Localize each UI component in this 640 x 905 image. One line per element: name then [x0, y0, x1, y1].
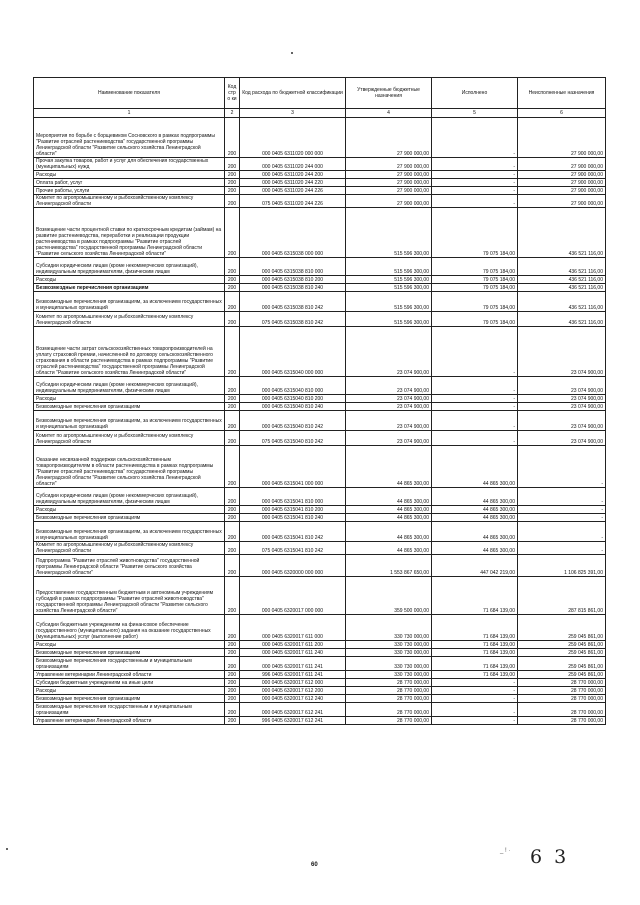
row-unexecuted: - — [518, 542, 606, 555]
row-executed: - — [432, 395, 518, 403]
row-line-code: 200 — [225, 276, 240, 284]
row-approved: 515 596 300,00 — [346, 258, 432, 276]
row-line-code: 200 — [225, 657, 240, 671]
row-name: Расходы — [34, 687, 225, 695]
row-budget-code: 000 0405 6315041 810 240 — [240, 514, 346, 522]
row-approved: 23 074 900,00 — [346, 395, 432, 403]
scan-speck — [6, 848, 8, 850]
row-unexecuted: 27 900 000,00 — [518, 171, 606, 179]
row-unexecuted: 27 900 000,00 — [518, 158, 606, 171]
row-name: Субсидии юридическим лицам (кроме некоммерческих организаций), индивидуальным предпринимателям, физическим лицам — [34, 258, 225, 276]
row-line-code: 200 — [225, 522, 240, 542]
row-executed: 71 684 139,00 — [432, 657, 518, 671]
row-line-code: 200 — [225, 187, 240, 195]
row-unexecuted: 28 770 000,00 — [518, 687, 606, 695]
sheet-stamp-number: 6 3 — [530, 846, 570, 868]
table-row — [34, 542, 606, 555]
row-executed: 71 684 139,00 — [432, 641, 518, 649]
row-name: Безвозмездные перечисления организациям, за исключением государственных и муниципальных организаций — [34, 411, 225, 431]
row-unexecuted: - — [518, 506, 606, 514]
row-executed: 79 075 184,00 — [432, 208, 518, 258]
row-line-code: 200 — [225, 395, 240, 403]
row-budget-code: 000 0405 6315038 810 242 — [240, 292, 346, 312]
row-executed: - — [432, 403, 518, 411]
row-unexecuted: 27 900 000,00 — [518, 179, 606, 187]
row-name: Оказание несвязанной поддержки сельскохозяйственным товаропроизводителям в области растениеводства в рамках подпрограммы "Развитие отраслей растениеводства" государственной программы Ленинградской области "Развитие сельского хозяйства Ленинградской области" — [34, 446, 225, 488]
row-executed: - — [432, 179, 518, 187]
row-budget-code: 075 0405 6311020 244 226 — [240, 195, 346, 208]
row-unexecuted: 28 770 000,00 — [518, 695, 606, 703]
header-indicator-name: Наименование показателя — [34, 78, 225, 109]
table-body — [34, 118, 606, 725]
row-budget-code: 000 0405 6311020 244 000 — [240, 158, 346, 171]
row-executed: 44 865 300,00 — [432, 506, 518, 514]
header-executed: Исполнено — [432, 78, 518, 109]
row-name: Расходы — [34, 395, 225, 403]
table-row — [34, 641, 606, 649]
row-name: Безвозмездные перечисления организациям — [34, 403, 225, 411]
row-approved: 330 730 000,00 — [346, 615, 432, 641]
row-budget-code: 075 0405 6315040 810 242 — [240, 431, 346, 446]
row-approved: 23 074 900,00 — [346, 327, 432, 377]
row-name: Расходы — [34, 276, 225, 284]
row-executed: 44 865 300,00 — [432, 446, 518, 488]
row-name: Управление ветеринарии Ленинградской области — [34, 717, 225, 725]
table-row — [34, 615, 606, 641]
budget-execution-table — [33, 77, 606, 725]
row-executed: - — [432, 171, 518, 179]
header-line-code: Код стро ки — [225, 78, 240, 109]
row-executed: 79 075 184,00 — [432, 312, 518, 327]
table-row — [34, 276, 606, 284]
row-name: Безвозмездные перечисления государственным и муниципальным организациям — [34, 657, 225, 671]
column-number-row — [34, 109, 606, 118]
row-line-code: 200 — [225, 717, 240, 725]
row-line-code: 200 — [225, 488, 240, 506]
row-executed: - — [432, 431, 518, 446]
row-budget-code: 000 0405 6311020 000 000 — [240, 118, 346, 158]
table-row — [34, 671, 606, 679]
row-approved: 44 865 300,00 — [346, 542, 432, 555]
column-number: 3 — [240, 109, 346, 118]
row-unexecuted: 27 900 000,00 — [518, 187, 606, 195]
row-budget-code: 000 0405 6320017 611 000 — [240, 615, 346, 641]
table-row — [34, 395, 606, 403]
row-name: Прочие работы, услуги — [34, 187, 225, 195]
row-unexecuted: 1 106 825 391,00 — [518, 555, 606, 577]
row-approved: 330 730 000,00 — [346, 641, 432, 649]
row-name: Комитет по агропромышленному и рыбохозяйственному комплексу Ленинградской области — [34, 542, 225, 555]
row-unexecuted: 28 770 000,00 — [518, 679, 606, 687]
row-name: Управление ветеринарии Ленинградской области — [34, 671, 225, 679]
row-name: Расходы — [34, 641, 225, 649]
table-row — [34, 717, 606, 725]
column-number: 5 — [432, 109, 518, 118]
row-budget-code: 000 0405 6315038 000 000 — [240, 208, 346, 258]
row-name: Безвозмездные перечисления организациям — [34, 514, 225, 522]
row-approved: 515 596 300,00 — [346, 312, 432, 327]
row-name: Безвозмездные перечисления организациям, за исключением государственных и муниципальных организаций — [34, 522, 225, 542]
row-unexecuted: 259 045 861,00 — [518, 649, 606, 657]
table-row — [34, 327, 606, 377]
table-row — [34, 195, 606, 208]
column-number: 1 — [34, 109, 225, 118]
row-budget-code: 000 0405 6315038 810 200 — [240, 276, 346, 284]
row-approved: 28 770 000,00 — [346, 695, 432, 703]
table-row — [34, 522, 606, 542]
row-budget-code: 000 0405 6311020 244 220 — [240, 179, 346, 187]
row-unexecuted: 23 074 900,00 — [518, 431, 606, 446]
row-name: Субсидии бюджетным учреждениям на финансовое обеспечение государственного (муниципального) задания на оказание государственных (муниципальных) услуг (выполнение работ) — [34, 615, 225, 641]
table-row — [34, 158, 606, 171]
row-unexecuted: 23 074 900,00 — [518, 411, 606, 431]
row-unexecuted: - — [518, 522, 606, 542]
row-name: Прочая закупка товаров, работ и услуг для обеспечения государственных (муниципальных) нужд — [34, 158, 225, 171]
row-budget-code: 000 0405 6315040 810 240 — [240, 403, 346, 411]
row-line-code: 200 — [225, 506, 240, 514]
row-unexecuted: 436 521 116,00 — [518, 258, 606, 276]
row-line-code: 200 — [225, 615, 240, 641]
row-approved: 1 553 867 650,00 — [346, 555, 432, 577]
scan-speck — [291, 52, 293, 54]
row-line-code: 200 — [225, 542, 240, 555]
row-executed: 44 865 300,00 — [432, 488, 518, 506]
row-budget-code: 000 0405 6311020 244 200 — [240, 171, 346, 179]
row-budget-code: 000 0405 6315040 810 000 — [240, 377, 346, 395]
row-budget-code: 996 0405 6320017 611 241 — [240, 671, 346, 679]
row-unexecuted: 436 521 116,00 — [518, 276, 606, 284]
row-budget-code: 000 0405 6315041 810 242 — [240, 522, 346, 542]
row-line-code: 200 — [225, 284, 240, 292]
row-budget-code: 000 0405 6311020 244 226 — [240, 187, 346, 195]
row-unexecuted: 259 045 861,00 — [518, 657, 606, 671]
row-unexecuted: 436 521 116,00 — [518, 312, 606, 327]
row-line-code: 200 — [225, 118, 240, 158]
row-name: Субсидии бюджетным учреждениям на иные цели — [34, 679, 225, 687]
header-approved: Утвержденные бюджетные назначения — [346, 78, 432, 109]
table-row — [34, 292, 606, 312]
row-executed: 79 075 184,00 — [432, 276, 518, 284]
row-line-code: 200 — [225, 446, 240, 488]
row-name: Оплата работ, услуг — [34, 179, 225, 187]
row-name: Безвозмездные перечисления государственным и муниципальным организациям — [34, 703, 225, 717]
row-name: Безвозмездные перечисления организациям — [34, 649, 225, 657]
row-approved: 515 596 300,00 — [346, 276, 432, 284]
row-executed: 79 075 184,00 — [432, 284, 518, 292]
row-approved: 27 900 000,00 — [346, 195, 432, 208]
row-approved: 27 900 000,00 — [346, 118, 432, 158]
row-executed: 44 865 300,00 — [432, 514, 518, 522]
row-unexecuted: 28 770 000,00 — [518, 717, 606, 725]
row-name: Безвозмездные перечисления организациям — [34, 284, 225, 292]
row-budget-code: 000 0405 6315040 810 242 — [240, 411, 346, 431]
row-approved: 330 730 000,00 — [346, 671, 432, 679]
report-sheet — [33, 77, 605, 725]
row-executed: 44 865 300,00 — [432, 542, 518, 555]
row-unexecuted: - — [518, 446, 606, 488]
row-unexecuted: - — [518, 514, 606, 522]
row-line-code: 200 — [225, 555, 240, 577]
row-name: Предоставление государственным бюджетным и автономным учреждениям субсидий в рамках подпрограммы "Развитие отраслей животноводства" государственной программы Ленинградской области "Развитие сельского хозяйства Ленинградской области" — [34, 577, 225, 615]
row-unexecuted: 23 074 900,00 — [518, 327, 606, 377]
row-approved: 23 074 900,00 — [346, 377, 432, 395]
row-approved: 44 865 300,00 — [346, 506, 432, 514]
row-approved: 44 865 300,00 — [346, 522, 432, 542]
row-executed: 71 684 139,00 — [432, 615, 518, 641]
row-executed: 71 684 139,00 — [432, 671, 518, 679]
table-row — [34, 488, 606, 506]
row-executed: - — [432, 187, 518, 195]
row-name: Комитет по агропромышленному и рыбохозяйственному комплексу Ленинградской области — [34, 431, 225, 446]
row-line-code: 200 — [225, 577, 240, 615]
row-budget-code: 000 0405 6315040 810 200 — [240, 395, 346, 403]
row-line-code: 200 — [225, 687, 240, 695]
row-approved: 28 770 000,00 — [346, 703, 432, 717]
row-executed: - — [432, 411, 518, 431]
row-unexecuted: 436 521 116,00 — [518, 208, 606, 258]
row-line-code: 200 — [225, 649, 240, 657]
row-approved: 23 074 900,00 — [346, 403, 432, 411]
row-unexecuted: 27 900 000,00 — [518, 118, 606, 158]
row-budget-code: 075 0405 6315041 810 242 — [240, 542, 346, 555]
row-line-code: 200 — [225, 327, 240, 377]
row-executed: - — [432, 158, 518, 171]
row-executed: - — [432, 195, 518, 208]
header-unexecuted: Неисполненные назначения — [518, 78, 606, 109]
row-budget-code: 000 0405 6320017 611 240 — [240, 649, 346, 657]
table-row — [34, 284, 606, 292]
row-unexecuted: 27 900 000,00 — [518, 195, 606, 208]
row-executed: - — [432, 703, 518, 717]
row-unexecuted: 436 521 116,00 — [518, 292, 606, 312]
column-number: 6 — [518, 109, 606, 118]
row-approved: 27 900 000,00 — [346, 171, 432, 179]
row-budget-code: 000 0405 6320017 612 200 — [240, 687, 346, 695]
row-executed: - — [432, 717, 518, 725]
row-approved: 44 865 300,00 — [346, 514, 432, 522]
table-row — [34, 506, 606, 514]
table-row — [34, 657, 606, 671]
row-line-code: 200 — [225, 641, 240, 649]
row-approved: 330 730 000,00 — [346, 657, 432, 671]
row-budget-code: 000 0405 6315038 810 240 — [240, 284, 346, 292]
row-unexecuted: 23 074 900,00 — [518, 403, 606, 411]
row-unexecuted: 23 074 900,00 — [518, 377, 606, 395]
row-name: Мероприятия по борьбе с борщевиком Сосновского в рамках подпрограммы "Развитие отраслей растениеводства" государственной программы Ленинградской области "Развитие сельского хозяйства Ленинградской области" — [34, 118, 225, 158]
row-budget-code: 000 0405 6315041 000 000 — [240, 446, 346, 488]
row-approved: 44 865 300,00 — [346, 446, 432, 488]
table-row — [34, 431, 606, 446]
row-approved: 28 770 000,00 — [346, 679, 432, 687]
row-budget-code: 000 0405 6315041 810 000 — [240, 488, 346, 506]
table-row — [34, 403, 606, 411]
row-unexecuted: - — [518, 488, 606, 506]
row-executed: - — [432, 377, 518, 395]
row-approved: 28 770 000,00 — [346, 717, 432, 725]
row-approved: 515 596 300,00 — [346, 208, 432, 258]
row-name: Возмещение части процентной ставки по краткосрочным кредитам (займам) на развитие растениеводства, переработки и реализации продукции растениеводства в рамках подпрограммы "Развитие отраслей растениеводства" государственной программы Ленинградской области "Развитие сельского хозяйства Ленинградской области" — [34, 208, 225, 258]
row-line-code: 200 — [225, 312, 240, 327]
table-row — [34, 555, 606, 577]
row-approved: 359 500 000,00 — [346, 577, 432, 615]
row-executed: - — [432, 327, 518, 377]
row-approved: 44 865 300,00 — [346, 488, 432, 506]
row-name: Возмещение части затрат сельскохозяйственных товаропроизводителей на уплату страховой премии, начисленной по договору сельскохозяйственного страхования в области растениеводства в рамках подпрограммы "Развитие отраслей растениеводства" государственной программы Ленинградской области "Развитие сельского хозяйства Ленинградской области" — [34, 327, 225, 377]
row-name: Безвозмездные перечисления организациям, за исключением государственных и муниципальных организаций — [34, 292, 225, 312]
row-approved: 23 074 900,00 — [346, 431, 432, 446]
row-name: Комитет по агропромышленному и рыбохозяйственному комплексу Ленинградской области — [34, 195, 225, 208]
row-executed: 79 075 184,00 — [432, 258, 518, 276]
row-executed: 447 042 219,00 — [432, 555, 518, 577]
row-unexecuted: 259 045 861,00 — [518, 671, 606, 679]
table-row — [34, 377, 606, 395]
row-unexecuted: 28 770 000,00 — [518, 703, 606, 717]
row-approved: 515 596 300,00 — [346, 292, 432, 312]
row-executed: - — [432, 695, 518, 703]
row-executed: 79 075 184,00 — [432, 292, 518, 312]
row-budget-code: 000 0405 6320017 611 200 — [240, 641, 346, 649]
row-approved: 330 730 000,00 — [346, 649, 432, 657]
table-row — [34, 695, 606, 703]
row-approved: 27 900 000,00 — [346, 179, 432, 187]
row-approved: 27 900 000,00 — [346, 158, 432, 171]
row-budget-code: 075 0405 6315038 810 242 — [240, 312, 346, 327]
row-name: Подпрограмма "Развитие отраслей животноводства" государственной программы Ленинградской области "Развитие сельского хозяйства Ленинградской области" — [34, 555, 225, 577]
row-budget-code: 000 0405 6320017 612 240 — [240, 695, 346, 703]
table-row — [34, 687, 606, 695]
row-line-code: 200 — [225, 514, 240, 522]
row-name: Субсидии юридическим лицам (кроме некоммерческих организаций), индивидуальным предпринимателям, физическим лицам — [34, 488, 225, 506]
row-name: Расходы — [34, 506, 225, 514]
row-unexecuted: 436 521 116,00 — [518, 284, 606, 292]
row-line-code: 200 — [225, 377, 240, 395]
row-name: Комитет по агропромышленному и рыбохозяйственному комплексу Ленинградской области — [34, 312, 225, 327]
row-line-code: 200 — [225, 403, 240, 411]
row-unexecuted: 23 074 900,00 — [518, 395, 606, 403]
table-header-row — [34, 78, 606, 109]
table-row — [34, 649, 606, 657]
row-line-code: 200 — [225, 703, 240, 717]
row-line-code: 200 — [225, 195, 240, 208]
stamp-mark: _ ! · — [500, 848, 511, 854]
row-budget-code: 000 0405 6315041 810 200 — [240, 506, 346, 514]
table-row — [34, 208, 606, 258]
row-approved: 515 596 300,00 — [346, 284, 432, 292]
row-approved: 23 074 900,00 — [346, 411, 432, 431]
table-row — [34, 258, 606, 276]
row-line-code: 200 — [225, 671, 240, 679]
row-line-code: 200 — [225, 171, 240, 179]
table-row — [34, 179, 606, 187]
row-executed: 71 684 139,00 — [432, 577, 518, 615]
row-approved: 28 770 000,00 — [346, 687, 432, 695]
row-budget-code: 000 0405 6320017 612 241 — [240, 703, 346, 717]
table-row — [34, 679, 606, 687]
row-line-code: 200 — [225, 695, 240, 703]
table-row — [34, 446, 606, 488]
column-number: 2 — [225, 109, 240, 118]
row-line-code: 200 — [225, 431, 240, 446]
row-unexecuted: 287 815 861,00 — [518, 577, 606, 615]
row-unexecuted: 259 045 861,00 — [518, 615, 606, 641]
page-number: 60 — [311, 862, 318, 868]
row-executed: 71 684 139,00 — [432, 649, 518, 657]
row-budget-code: 996 0405 6320017 612 241 — [240, 717, 346, 725]
row-line-code: 200 — [225, 258, 240, 276]
header-budget-code: Код расхода по бюджетной классификации — [240, 78, 346, 109]
row-line-code: 200 — [225, 208, 240, 258]
table-row — [34, 118, 606, 158]
row-name: Безвозмездные перечисления организациям — [34, 695, 225, 703]
row-executed: - — [432, 687, 518, 695]
table-row — [34, 171, 606, 179]
row-line-code: 200 — [225, 292, 240, 312]
row-budget-code: 000 0405 6320000 000 000 — [240, 555, 346, 577]
row-line-code: 200 — [225, 679, 240, 687]
row-approved: 27 900 000,00 — [346, 187, 432, 195]
row-line-code: 200 — [225, 158, 240, 171]
table-row — [34, 577, 606, 615]
row-budget-code: 000 0405 6320017 611 241 — [240, 657, 346, 671]
row-budget-code: 000 0405 6320017 000 000 — [240, 577, 346, 615]
row-line-code: 200 — [225, 411, 240, 431]
row-budget-code: 000 0405 6315038 810 000 — [240, 258, 346, 276]
column-number: 4 — [346, 109, 432, 118]
row-line-code: 200 — [225, 179, 240, 187]
table-row — [34, 411, 606, 431]
row-executed: - — [432, 118, 518, 158]
table-row — [34, 312, 606, 327]
row-budget-code: 000 0405 6320017 612 000 — [240, 679, 346, 687]
table-row — [34, 703, 606, 717]
table-row — [34, 514, 606, 522]
row-name: Субсидии юридическим лицам (кроме некоммерческих организаций), индивидуальным предпринимателям, физическим лицам — [34, 377, 225, 395]
row-unexecuted: 259 045 861,00 — [518, 641, 606, 649]
row-budget-code: 000 0405 6315040 000 000 — [240, 327, 346, 377]
row-executed: - — [432, 679, 518, 687]
row-name: Расходы — [34, 171, 225, 179]
row-executed: 44 865 300,00 — [432, 522, 518, 542]
table-row — [34, 187, 606, 195]
